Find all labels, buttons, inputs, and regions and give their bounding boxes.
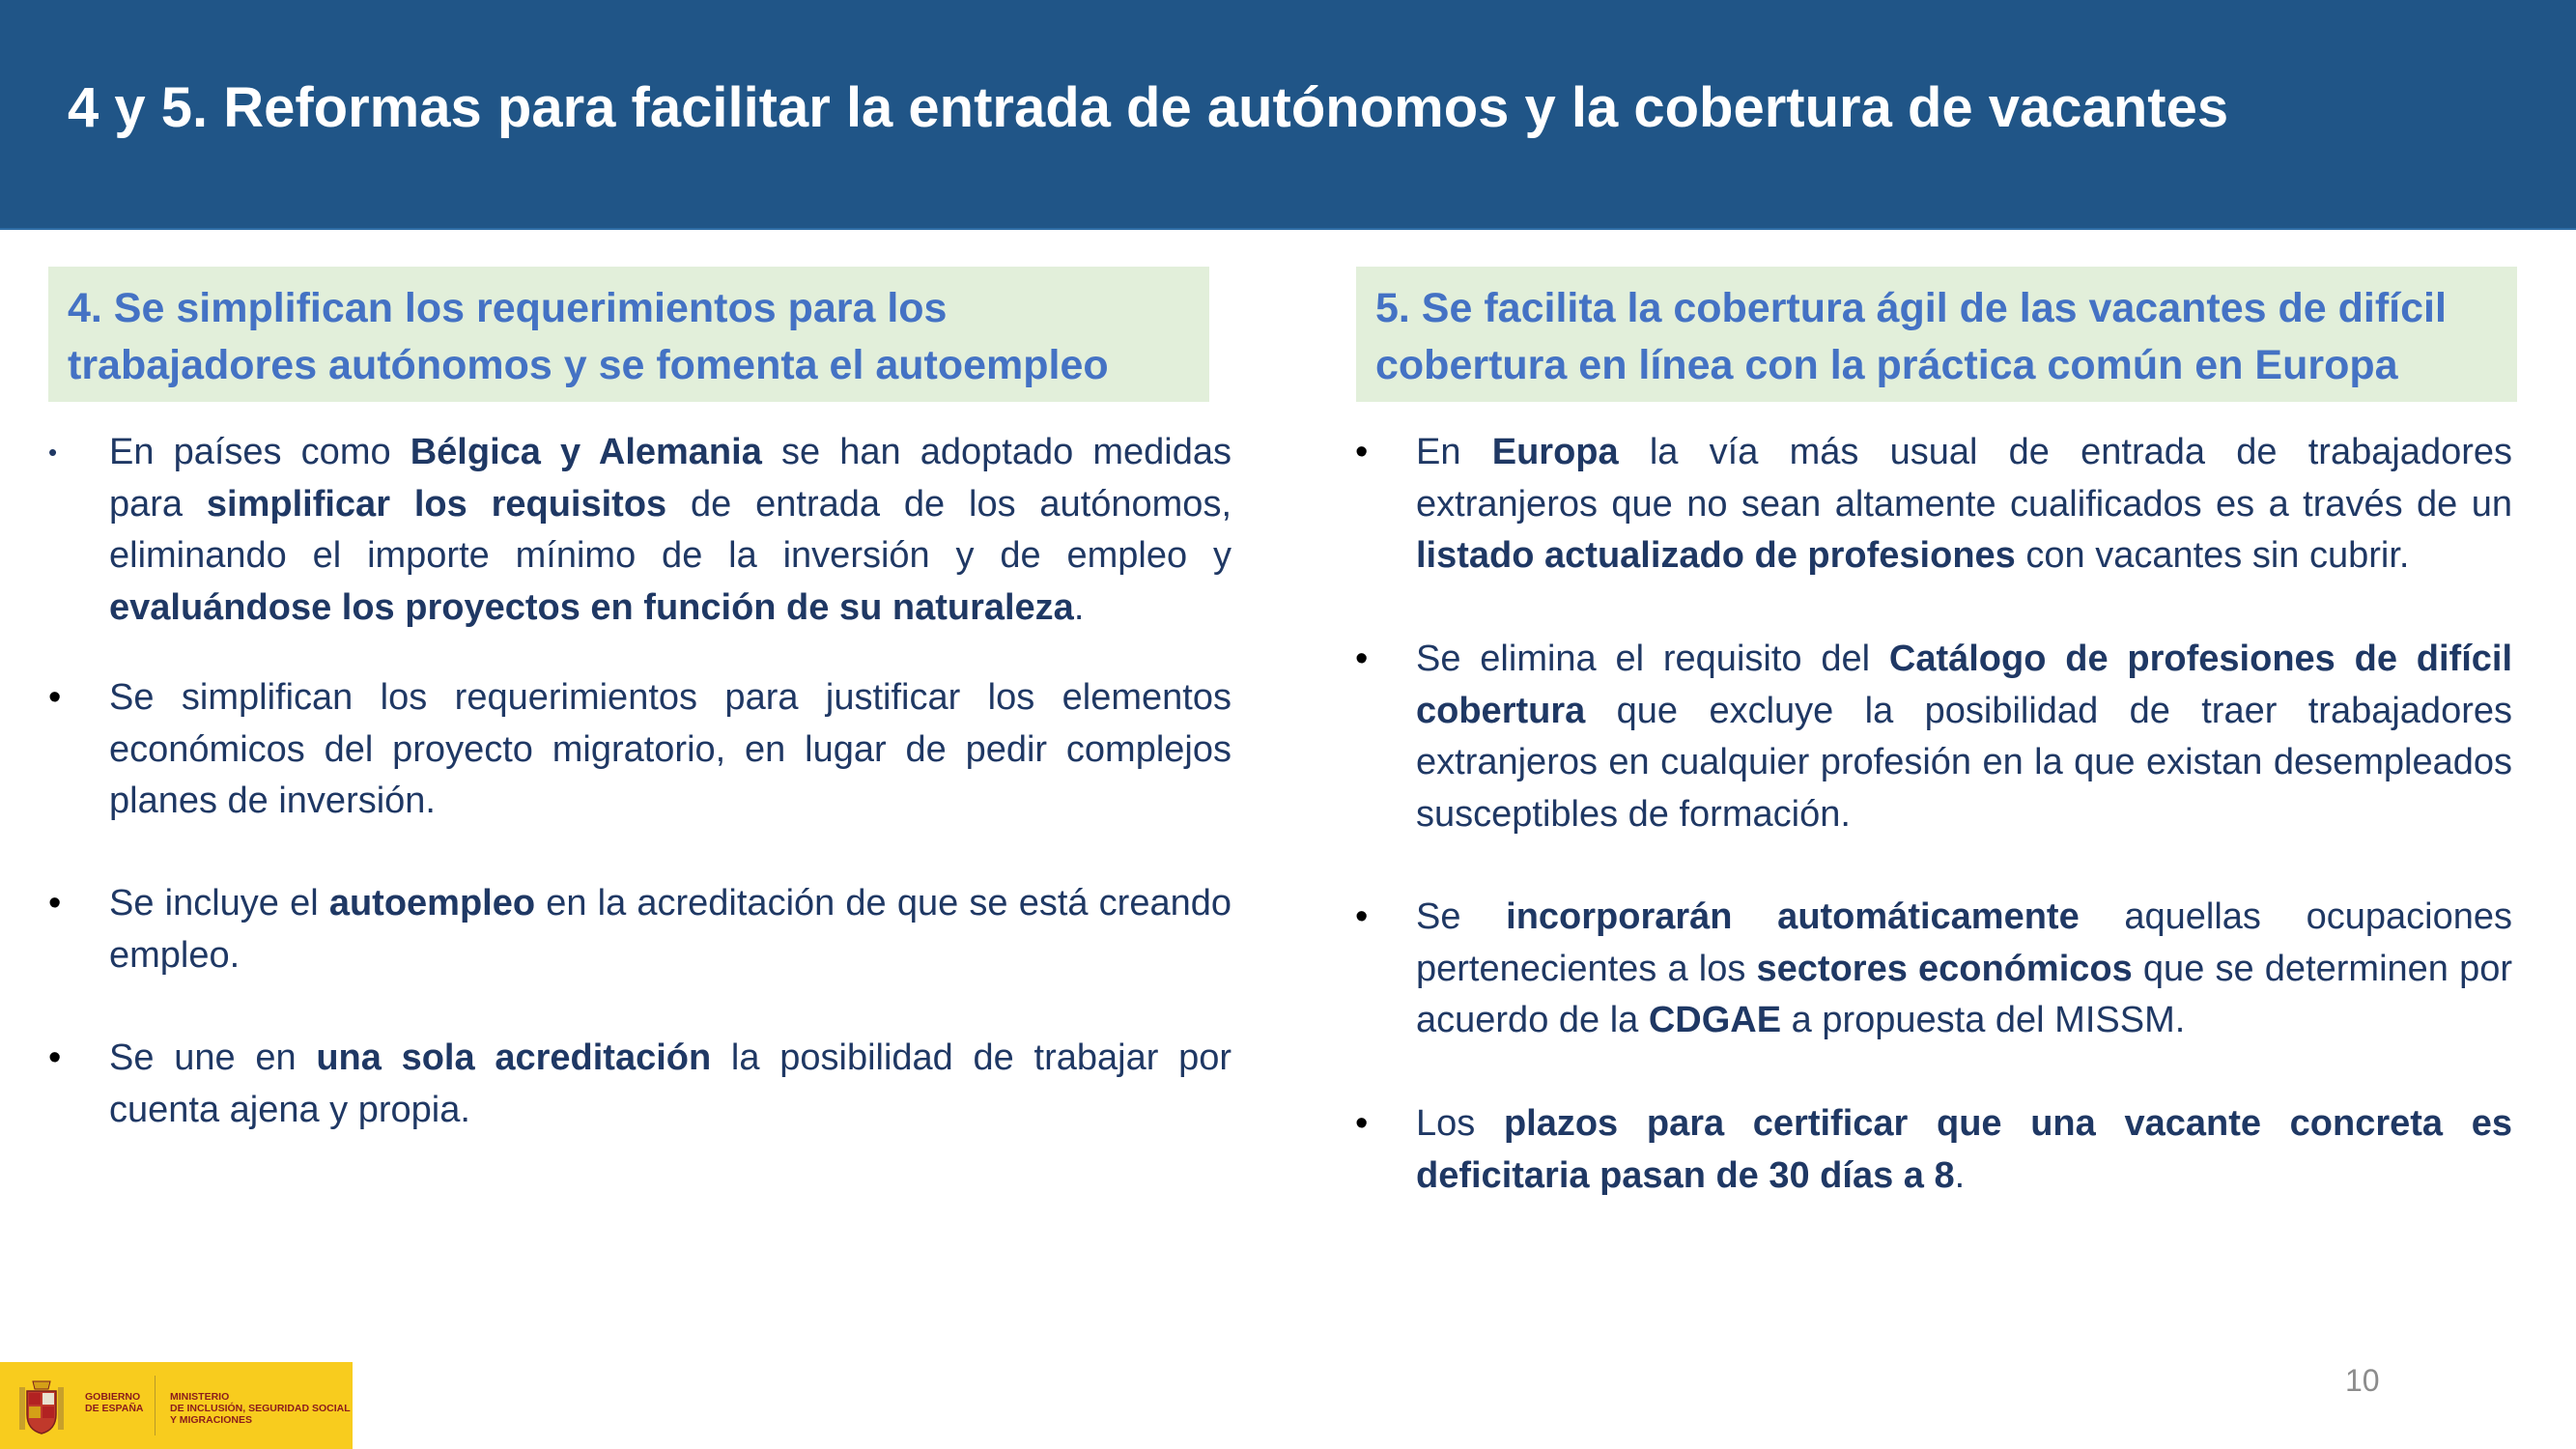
right-bullet-item xyxy=(1355,1098,2512,1202)
text-run: Se elimina el requisito del xyxy=(1416,639,1889,679)
right-bullet-item xyxy=(1355,634,2512,840)
text-run: Los xyxy=(1416,1103,1504,1144)
coat-of-arms-icon xyxy=(15,1378,68,1437)
bold-text-run: Bélgica y Alemania xyxy=(410,432,762,472)
left-bullet-item xyxy=(48,878,1231,981)
slide-title: 4 y 5. Reformas para facilitar la entrada de autónomos y la cobertura de vacantes xyxy=(68,76,2229,139)
right-bullet-text xyxy=(1416,896,2512,1040)
left-heading-line-2: trabajadores autónomos y se fomenta el autoempleo xyxy=(68,342,1109,388)
right-bullet-item xyxy=(1355,892,2512,1047)
bold-text-run: incorporarán automáticamente xyxy=(1506,896,2080,937)
left-bullet-text xyxy=(109,1037,1231,1130)
government-logo xyxy=(0,1362,353,1449)
text-run: se han adoptado medidas para xyxy=(109,432,1231,525)
ministerio-text: MINISTERIO DE INCLUSIÓN, SEGURIDAD SOCIAL Y MIGRACIONES xyxy=(170,1391,351,1426)
right-heading-line-1: 5. Se facilita la cobertura ágil de las vacantes de difícil xyxy=(1375,285,2447,331)
text-run: la vía más usual de entrada de trabajadores extranjeros que no sean altamente cualificados es a través de un xyxy=(1416,432,2512,525)
text-run: Se simplifican los requerimientos para justificar los elementos económicos del proyecto migratorio, en lugar de pedir complejos planes de inversión. xyxy=(109,677,1231,821)
text-run: aquellas ocupaciones pertenecientes a los xyxy=(1416,896,2512,989)
left-bullet-item xyxy=(48,427,1231,634)
left-bullet-text xyxy=(109,432,1231,628)
text-run: en la acreditación de que se está creando empleo. xyxy=(109,883,1232,976)
bold-text-run: Europa xyxy=(1491,432,1619,472)
bold-text-run: listado actualizado de profesiones xyxy=(1416,535,2016,576)
text-run: . xyxy=(1073,586,1085,628)
right-section-heading-box xyxy=(1356,267,2517,402)
bullet-dot-icon: • xyxy=(1355,896,1369,937)
left-bullet-item xyxy=(48,672,1231,828)
bullet-dot-icon: • xyxy=(48,883,62,923)
right-bullet-text xyxy=(1416,432,2512,576)
title-bar xyxy=(0,0,2576,230)
left-bullet-item xyxy=(48,1033,1231,1136)
right-bullet-text xyxy=(1416,639,2512,835)
text-run: . xyxy=(1954,1154,1966,1196)
text-run: En xyxy=(1416,432,1492,472)
bullet-dot-icon: • xyxy=(1355,1103,1369,1144)
left-heading-line-1: 4. Se simplifican los requerimientos para los xyxy=(68,285,948,331)
left-bullet-text xyxy=(109,883,1231,976)
text-run: Se xyxy=(1416,896,1507,937)
bullet-dot-icon: • xyxy=(48,438,58,467)
bold-text-run: autoempleo xyxy=(328,883,536,923)
text-run: a propuesta del MISSM. xyxy=(1781,1000,2186,1040)
bullet-dot-icon: • xyxy=(48,1037,62,1078)
text-run: que se determinen por acuerdo de la xyxy=(1416,948,2513,1040)
bold-text-run: sectores económicos xyxy=(1756,948,2133,989)
bold-text-run: Catálogo de profesiones de difícil cobertura xyxy=(1416,639,2513,731)
bullet-dot-icon: • xyxy=(1355,432,1369,472)
text-run: Se une en xyxy=(109,1037,317,1078)
text-run: la posibilidad de trabajar por cuenta ajena y propia. xyxy=(109,1037,1231,1130)
text-run: Se incluye el xyxy=(109,883,329,923)
text-run: que excluye la posibilidad de traer trabajadores extranjeros en cualquier profesión en la que existan desempleados susceptibles de formación. xyxy=(1416,690,2512,835)
bold-text-run: evaluándose los proyectos en función de su naturaleza xyxy=(109,586,1074,628)
text-run: En países como xyxy=(109,432,410,472)
bold-text-run: plazos para certificar que una vacante concreta es deficitaria pasan de 30 días a 8 xyxy=(1416,1103,2512,1196)
left-bullet-text xyxy=(109,677,1231,821)
left-section-heading-box xyxy=(48,267,1209,402)
logo-divider xyxy=(155,1376,156,1435)
page-number: 10 xyxy=(2345,1363,2380,1398)
right-bullet-text xyxy=(1416,1103,2512,1196)
right-heading-line-2: cobertura en línea con la práctica común en Europa xyxy=(1375,342,2398,388)
text-run: de entrada de los autónomos, eliminando el importe mínimo de la inversión y de empleo y xyxy=(109,483,1231,576)
bold-text-run: una sola acreditación xyxy=(316,1037,712,1078)
bold-text-run: simplificar los requisitos xyxy=(206,483,667,525)
gobierno-text: GOBIERNO DE ESPAÑA xyxy=(85,1391,144,1414)
bold-text-run: CDGAE xyxy=(1648,1000,1782,1040)
bullet-dot-icon: • xyxy=(1355,639,1369,679)
text-run: con vacantes sin cubrir. xyxy=(2015,535,2410,576)
bullet-dot-icon: • xyxy=(48,677,62,718)
right-bullet-item xyxy=(1355,427,2512,582)
